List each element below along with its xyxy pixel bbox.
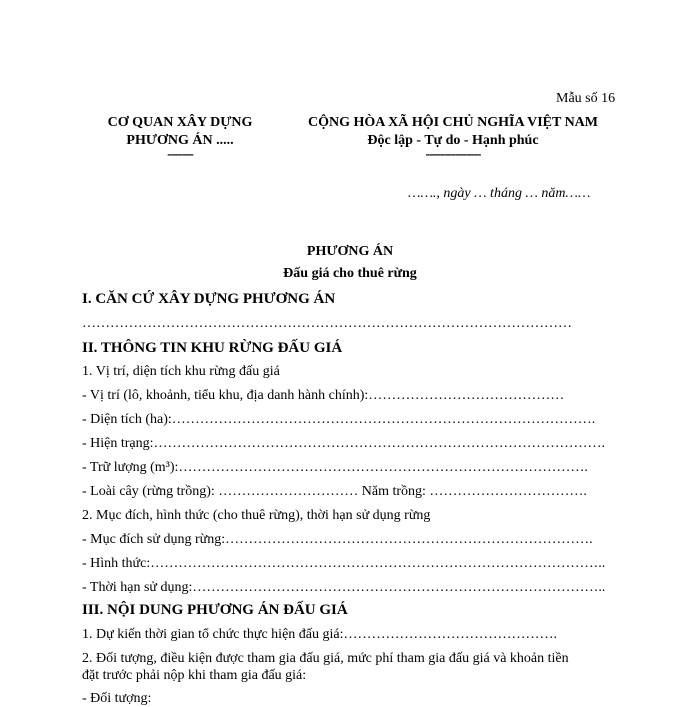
agency-name-line1: CƠ QUAN XÂY DỰNG — [107, 115, 253, 130]
section-2-line: 2. Mục đích, hình thức (cho thuê rừng), thời hạn sử dụng rừng — [82, 508, 431, 523]
nation-motto: Độc lập - Tự do - Hạnh phúc — [367, 133, 539, 148]
agency-rule: ------- — [167, 147, 193, 162]
document-title: PHƯƠNG ÁN — [306, 244, 394, 259]
date-line: ……., ngày … tháng … năm…… — [408, 186, 591, 201]
agency-name-line2: PHƯƠNG ÁN ..... — [126, 133, 234, 148]
section-2-line: - Loài cây (rừng trồng): ………………………… Năm trồng: ……………………………. — [82, 484, 587, 499]
section-3-line: - Đối tượng: — [82, 691, 152, 706]
nation-rule: --------------- — [425, 147, 481, 162]
section-2-line: - Thời hạn sử dụng:…………………………………………………………………………….. — [82, 580, 606, 595]
section-2-line: - Diện tích (ha):………………………………………………………………………………. — [82, 412, 596, 427]
section-2-line: - Hình thức:…………………………………………………………………………………….. — [82, 556, 606, 571]
section-3-heading: III. NỘI DUNG PHƯƠNG ÁN ĐẤU GIÁ — [82, 602, 348, 618]
document-subtitle: Đấu giá cho thuê rừng — [283, 266, 417, 281]
section-2-line: 1. Vị trí, diện tích khu rừng đấu giá — [82, 364, 280, 379]
section-2-line: - Trữ lượng (m³):……………………………………………………………………………. — [82, 460, 588, 475]
section-2-line: - Vị trí (lô, khoảnh, tiểu khu, địa danh hành chính):…………………………………… — [82, 388, 565, 403]
section-3-line: đặt trước phải nộp khi tham gia đấu giá: — [82, 668, 307, 683]
section-1-dots: …………………………………………………………………………………………… — [82, 316, 572, 331]
section-3-line: 1. Dự kiến thời gian tổ chức thực hiện đấu giá:………………………………………. — [82, 627, 557, 642]
nation-name: CỘNG HÒA XÃ HỘI CHỦ NGHĨA VIỆT NAM — [307, 115, 598, 130]
form-number: Mẫu số 16 — [556, 91, 616, 106]
section-2-line: - Hiện trạng:……………………………………………………………………………………. — [82, 436, 606, 451]
section-2-heading: II. THÔNG TIN KHU RỪNG ĐẤU GIÁ — [82, 340, 343, 356]
section-3-line: 2. Đối tượng, điều kiện được tham gia đấu giá, mức phí tham gia đấu giá và khoản tiền — [82, 651, 569, 666]
section-1-heading: I. CĂN CỨ XÂY DỰNG PHƯƠNG ÁN — [82, 291, 336, 307]
section-2-line: - Mục đích sử dụng rừng:……………………………………………………………………. — [82, 532, 593, 547]
